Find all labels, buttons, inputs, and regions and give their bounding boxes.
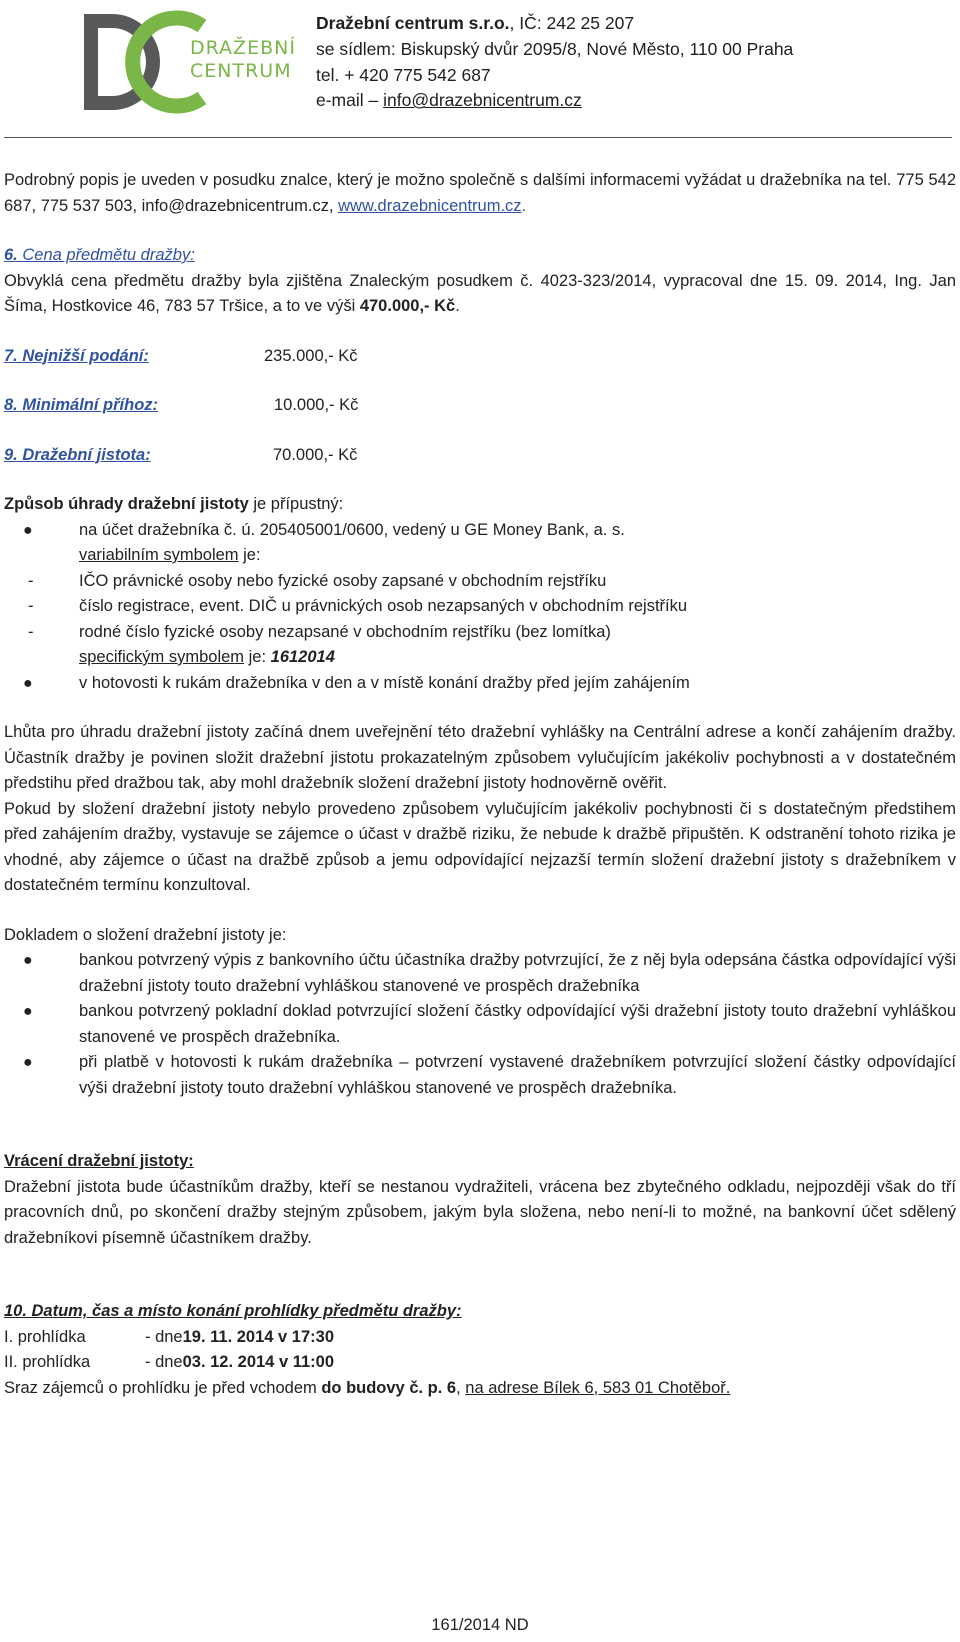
bullet-icon: ● <box>23 952 33 969</box>
intro-paragraph: Podrobný popis je uveden v posudku znalce, který je možno společně s dalšími informacemi vyžádat u dražebníka na tel. 775 542 687, 775 537 503, info@drazebnicentrum.cz, www.drazebnicentrum.cz. <box>4 171 956 215</box>
logo-line2: CENTRUM <box>190 60 292 82</box>
dash-item: - číslo registrace, event. DIČ u právnických osob nezapsaných v obchodním rejstříku <box>28 597 688 615</box>
company-phone: tel. + 420 775 542 687 <box>316 64 491 85</box>
logo-mark-icon <box>82 6 296 118</box>
proof-item: ● bankou potvrzený pokladní doklad potvrzující složení částky odpovídající výši dražební jistoty touto dražební vyhláškou stanovené ve prospěch dražebníka. <box>4 999 956 1050</box>
payment-heading: Způsob úhrady dražební jistoty je přípustný: <box>4 495 344 513</box>
viewing-1: I. prohlídka - dne 19. 11. 2014 v 17:30 <box>4 1327 334 1346</box>
proof-heading: Dokladem o složení dražební jistoty je: <box>4 925 287 944</box>
bullet-icon: ● <box>23 1054 33 1071</box>
auction-deposit-value: 70.000,- Kč <box>273 445 358 464</box>
section9-row: 9. Dražební jistota: 70.000,- Kč <box>4 443 956 469</box>
payment-bullet-account: ● na účet dražebníka č. ú. 205405001/0600, vedený u GE Money Bank, a. s. <box>4 518 956 544</box>
lowest-bid-value: 235.000,- Kč <box>264 346 358 365</box>
deadline-paragraph-1: Lhůta pro úhradu dražební jistoty začíná dnem uveřejnění této dražební vyhlášky na Centrální adrese a končí zahájením dražby. Účastník dražby je povinen složit dražební jistotu prokazatelným způsobem vylučujícím jakékoliv pochybnosti a v dostatečném předstihu před dražbou tak, aby mohl dražebník složení dražební jistoty hodnověrně ověřit. <box>4 723 956 792</box>
section10-heading: 10. Datum, čas a místo konání prohlídky předmětu dražby: <box>4 1302 462 1320</box>
bullet-icon: ● <box>23 1003 33 1020</box>
varsym-line: variabilním symbolem je: <box>79 546 261 564</box>
bullet-icon: ● <box>23 674 33 692</box>
website-link[interactable]: www.drazebnicentrum.cz <box>338 196 522 215</box>
payment-bullet-cash: ● v hotovosti k rukám dražebníka v den a v místě konání dražby před jejím zahájením <box>4 671 956 697</box>
refund-text: Dražební jistota bude účastníkům dražby, kteří se nestanou vydražiteli, vrácena bez zbytečného odkladu, nejpozději však do tří pracovních dnů, po skončení dražby stejným způsobem, jakým byla složena, nebo není-li to možné, na bankovní účet sdělený dražebníkovi písemně účastníkem dražby. <box>4 1177 956 1247</box>
company-address: se sídlem: Biskupský dvůr 2095/8, Nové Město, 110 00 Praha <box>316 38 794 59</box>
viewing-2: II. prohlídka - dne 03. 12. 2014 v 11:00 <box>4 1353 334 1371</box>
header-divider <box>4 137 952 138</box>
section7-row: 7. Nejnižší podání: 235.000,- Kč <box>4 344 956 370</box>
section6-heading: 6. Cena předmětu dražby: <box>4 246 195 264</box>
company-logo <box>82 6 296 118</box>
dash-item: - rodné číslo fyzické osoby nezapsané v obchodním rejstříku (bez lomítka) <box>28 622 611 641</box>
proof-item: ● při platbě v hotovosti k rukám dražebníka – potvrzení vystavené dražebníkem potvrzující složení částky odpovídající výši dražební jistoty touto dražební vyhláškou stanovené ve prospěch dražebníka. <box>4 1050 956 1101</box>
document-body <box>4 168 956 1401</box>
company-name: Dražební centrum s.r.o. <box>316 13 510 33</box>
company-ic: , IČ: 242 25 207 <box>509 13 635 33</box>
bullet-icon: ● <box>23 521 33 539</box>
company-email-link[interactable]: info@drazebnicentrum.cz <box>383 90 582 111</box>
company-info <box>316 11 793 114</box>
appraised-price: 470.000,- Kč <box>359 297 456 315</box>
deadline-paragraph-2: Pokud by složení dražební jistoty nebylo provedeno způsobem vylučujícím jakékoliv pochybnosti či s dostatečným předstihem před zahájením dražby, vystavuje se zájemce o účast v dražbě riziku, že nebude k dražbě připuštěn. K odstranění tohoto rizika je vhodné, aby zájemce o účast na dražbě způsob a jemu odpovídající nejzazší termín složení dražební jistoty s dražebníkem v dostatečném termínu konzultoval. <box>4 799 956 894</box>
meeting-point: Sraz zájemců o prohlídku je před vchodem do budovy č. p. 6, na adrese Bílek 6, 583 01 Chotěboř. <box>4 1378 731 1397</box>
refund-heading: Vrácení dražební jistoty: <box>4 1152 194 1170</box>
min-increment-value: 10.000,- Kč <box>274 396 359 414</box>
page-footer: 161/2014 ND <box>431 1616 529 1634</box>
section6-text: Obvyklá cena předmětu dražby byla zjištěna Znaleckým posudkem č. 4023-323/2014, vypracoval dne 15. 09. 2014, Ing. Jan Šíma, Hostkovice 46, 783 57 Tršice, a to ve výši 470.000,- Kč. <box>4 271 956 315</box>
specsym-line: specifickým symbolem je: 1612014 <box>79 648 335 666</box>
dash-item: - IČO právnické osoby nebo fyzické osoby zapsané v obchodním rejstříku <box>28 571 607 590</box>
section8-row: 8. Minimální příhoz: 10.000,- Kč <box>4 393 956 419</box>
proof-item: ● bankou potvrzený výpis z bankovního účtu účastníka dražby potvrzující, že z něj byla odepsána částka odpovídající výši dražební jistoty touto dražební vyhláškou stanovené ve prospěch dražebníka <box>4 948 956 999</box>
logo-line1: DRAŽEBNÍ <box>190 37 296 59</box>
company-email-label: e-mail – <box>316 90 384 111</box>
